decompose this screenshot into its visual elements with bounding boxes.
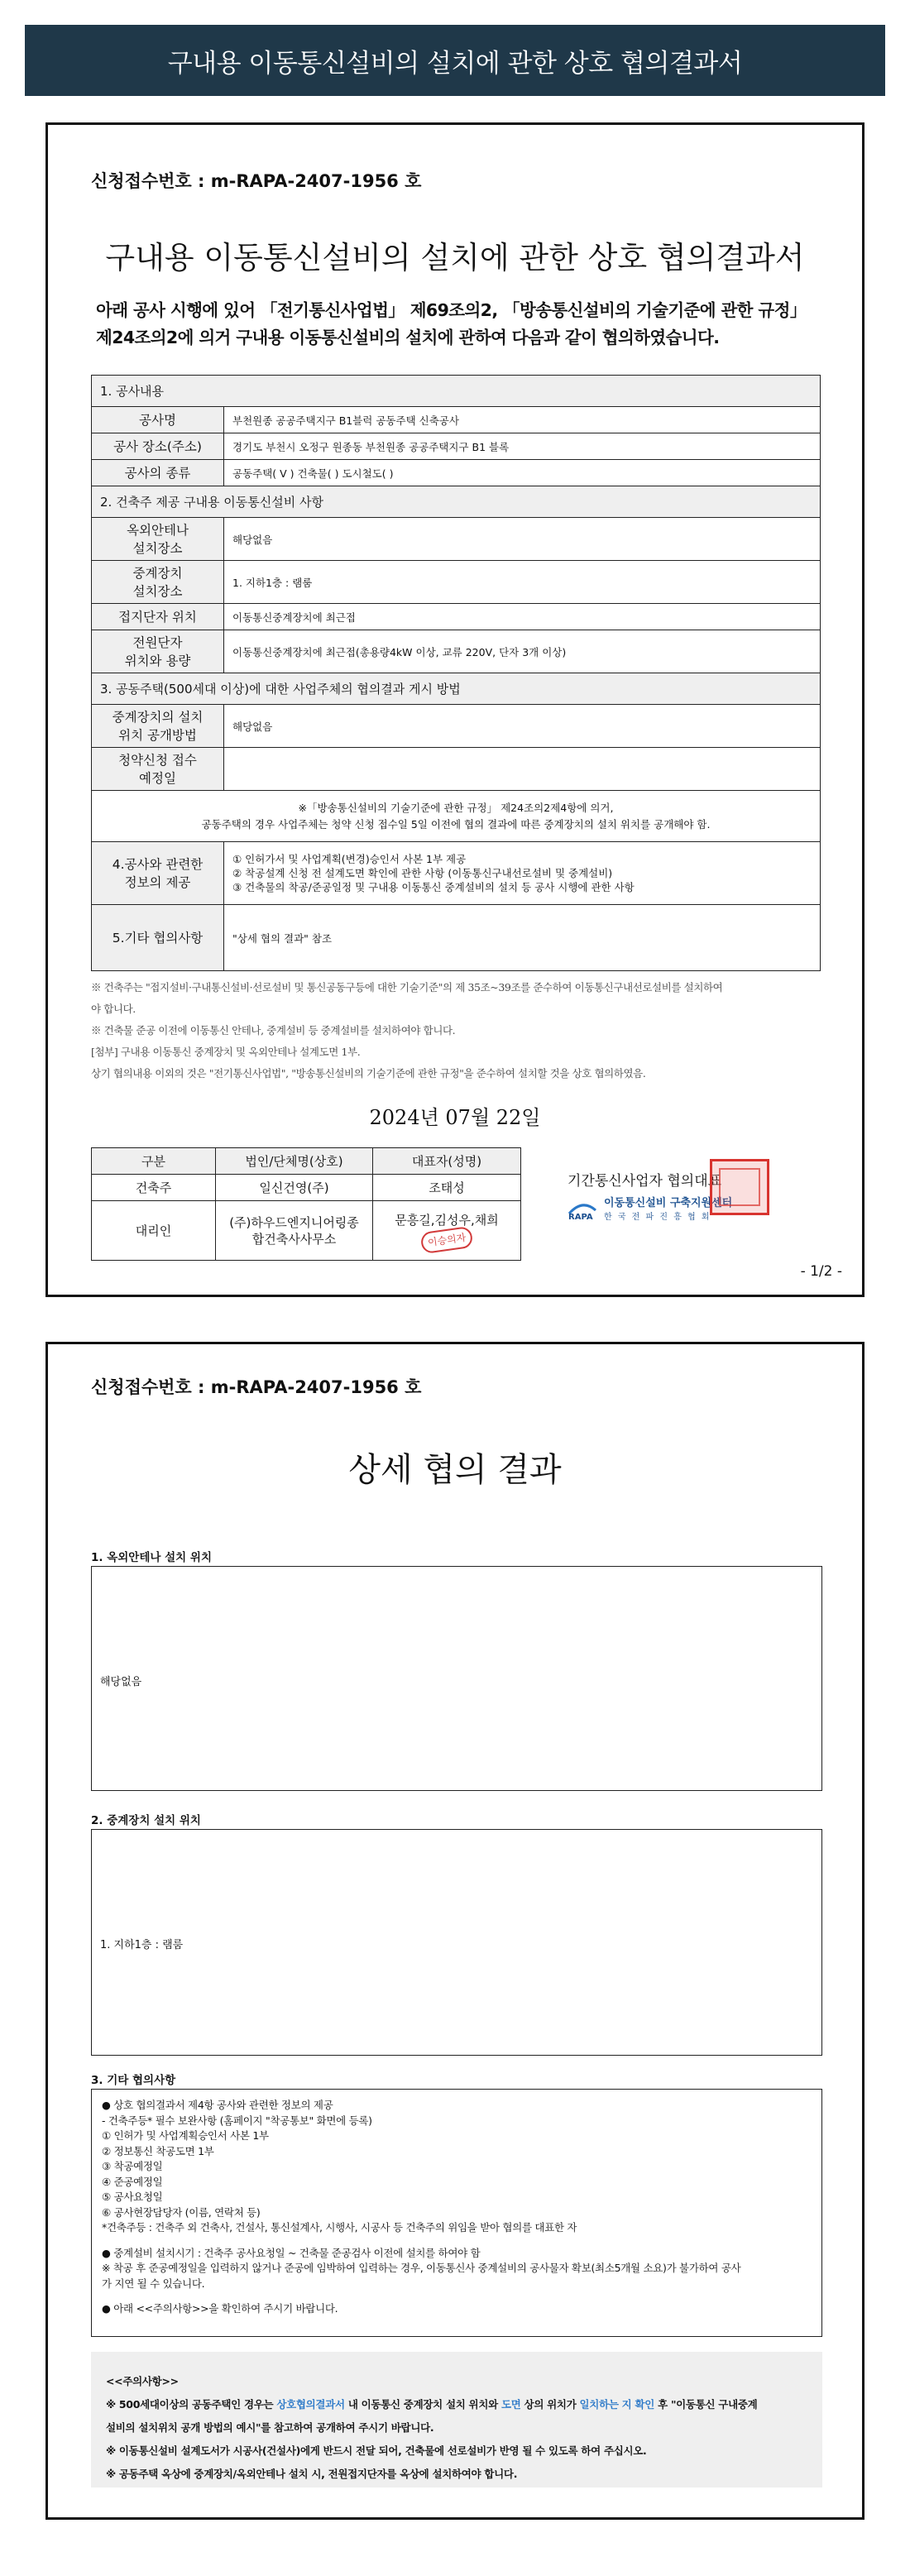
- rapa-emblem-icon: [568, 1199, 597, 1220]
- caution-box: [91, 2352, 822, 2487]
- footnote-line: [첨부] 구내용 이동통신 중계장치 및 옥외안테나 설계도면 1부.: [91, 1046, 361, 1058]
- table-cell: 대리인: [92, 1201, 216, 1261]
- footnote-line: 야 합니다.: [91, 1003, 136, 1015]
- table-cell: 일신건영(주): [216, 1175, 373, 1201]
- other-agreements-box: [91, 2089, 822, 2337]
- agent-stamp: 이승의자: [419, 1225, 473, 1253]
- row-label: 4.공사와 관련한 정보의 제공: [92, 842, 224, 905]
- text-line: ※ 착공 후 준공예정일을 입력하지 않거나 준공에 임박하여 입력하는 경우, 이동통신사 중계설비의 공사물자 확보(최소5개월 소요)가 불가하여 공사: [102, 2262, 741, 2274]
- intro-text: [96, 297, 824, 352]
- text-line: ● 상호 협의결과서 제4항 공사와 관련한 정보의 제공: [102, 2099, 333, 2111]
- text-line: 가 지연 될 수 있습니다.: [102, 2277, 205, 2290]
- intro-line: 제24조의2에 의거 구내용 이동통신설비의 설치에 관하여 다음과 같이 협의하였습니다.: [96, 328, 720, 347]
- page-number: - 1/2 -: [800, 1263, 842, 1280]
- box-value: 해당없음: [100, 1676, 142, 1688]
- row-label: 중계장치 설치장소: [92, 561, 224, 604]
- caution-line: ※ 공동주택 옥상에 중계장치/옥외안테나 설치 시, 전원접지단자를 옥상에 설치하여야 합니다.: [106, 2468, 518, 2480]
- row-value: "상세 협의 결과" 참조: [224, 905, 821, 971]
- official-seal: [710, 1159, 769, 1215]
- caution-line: 설비의 설치위치 공개 방법의 예시"를 참고하여 공개하여 주시기 바랍니다.: [106, 2421, 434, 2434]
- row-value: 이동통신중계장치에 최근접(총용량4kW 이상, 교류 220V, 단자 3개 이상): [224, 630, 821, 673]
- text-line: ④ 준공예정일: [102, 2175, 163, 2188]
- application-number: 신청접수번호 : m-RAPA-2407-1956 호: [91, 1377, 422, 1397]
- rapa-name: 이동통신설비 구축지원센터: [604, 1197, 733, 1209]
- row-label: 공사 장소(주소): [92, 433, 224, 460]
- text-line: ⑤ 공사요청일: [102, 2191, 163, 2203]
- row-value: 이동통신중계장치에 최근접: [224, 604, 821, 630]
- row-value: 공동주택( V ) 건축물( ) 도시철도( ): [224, 460, 821, 486]
- footnotes: [91, 977, 819, 1085]
- text-line: ● 중계설비 설치시기 : 건축주 공사요청일 ~ 건축물 준공검사 이전에 설치를 하여야 함: [102, 2246, 481, 2259]
- intro-line: 아래 공사 시행에 있어 「전기통신사업법」 제69조의2, 「방송통신설비의 기술기준에 관한 규정」: [96, 300, 807, 320]
- row-label: 옥외안테나 설치장소: [92, 518, 224, 561]
- carrier-representative-label: 기간통신사업자 협의대표: [568, 1173, 722, 1190]
- row-label: 5.기타 협의사항: [92, 905, 224, 971]
- column-header: 법인/단체명(상호): [216, 1148, 373, 1175]
- agreement-table: [91, 375, 821, 971]
- document-page-2: [46, 1342, 864, 2520]
- header-bar: [25, 25, 885, 96]
- text-line: ③ 착공예정일: [102, 2160, 163, 2172]
- section-title: 3. 기타 협의사항: [91, 2074, 176, 2087]
- row-label: 접지단자 위치: [92, 604, 224, 630]
- list-item: ① 인허가서 및 사업계획(변경)승인서 사본 1부 제공: [232, 853, 467, 865]
- footnote-line: 상기 협의내용 이외의 것은 "전기통신사업법", "방송통신설비의 기술기준에 관한 규정"을 준수하여 설치할 것을 상호 협의하였음.: [91, 1067, 646, 1080]
- column-header: 대표자(성명): [373, 1148, 521, 1175]
- posting-note: ※「방송통신설비의 기술기준에 관한 규정」 제24조의2제4항에 의거, 공동주택의 경우 사업주체는 청약 신청 접수일 5일 이전에 협의 결과에 따른 중계장치의 설치 위치를 공개해야 함.: [92, 791, 821, 842]
- text-line: ① 인허가 및 사업계획승인서 사본 1부: [102, 2129, 269, 2142]
- text-line: *건축주등 : 건축주 외 건축사, 건설사, 통신설계사, 시행사, 시공사 등 건축주의 위임을 받아 협의를 대표한 자: [102, 2221, 577, 2234]
- column-header: 구분: [92, 1148, 216, 1175]
- list-item: ③ 건축물의 착공/준공일정 및 구내용 이동통신 중계설비의 설치 등 공사 시행에 관한 사항: [232, 881, 635, 893]
- section-title: 2. 중계장치 설치 위치: [91, 1814, 201, 1827]
- rapa-logo: [568, 1197, 732, 1222]
- text-line: ● 아래 <<주의사항>>을 확인하여 주시기 바랍니다.: [102, 2302, 338, 2315]
- row-label: 전원단자 위치와 용량: [92, 630, 224, 673]
- row-value: 1. 지하1층 : 램룸: [224, 561, 821, 604]
- agreement-date: 2024년 07월 22일: [369, 1106, 541, 1129]
- repeater-location-box: [91, 1829, 822, 2056]
- section-heading: 1. 공사내용: [92, 376, 821, 407]
- header-title: 구내용 이동통신설비의 설치에 관한 상호 협의결과서: [167, 48, 743, 79]
- detail-title: 상세 협의 결과: [348, 1451, 562, 1489]
- signature-table: [91, 1147, 521, 1261]
- row-value: [224, 748, 821, 791]
- box-value: 1. 지하1층 : 램룸: [100, 1939, 184, 1951]
- row-label: 공사명: [92, 407, 224, 433]
- text-line: - 건축주등* 필수 보완사항 (홈페이지 "착공통보" 화면에 등록): [102, 2114, 372, 2127]
- table-cell: 조태성: [373, 1175, 521, 1201]
- rapa-subtitle: 한 국 전 파 진 흥 협 회: [604, 1213, 711, 1222]
- row-value: 경기도 부천시 오정구 원종동 부천원종 공공주택지구 B1 블록: [224, 433, 821, 460]
- caution-line: ※ 이동통신설비 설계도서가 시공사(건설사)에게 반드시 전달 되어, 건축물에 선로설비가 반영 될 수 있도록 하여 주십시오.: [106, 2444, 647, 2457]
- table-cell: (주)하우드엔지니어링종 합건축사사무소: [216, 1201, 373, 1261]
- application-number: 신청접수번호 : m-RAPA-2407-1956 호: [91, 171, 422, 191]
- antenna-location-box: [91, 1566, 822, 1791]
- rapa-logo-text: RAPA: [568, 1213, 593, 1220]
- row-label: 중계장치의 설치 위치 공개방법: [92, 705, 224, 748]
- list-item: ② 착공설계 신청 전 설계도면 확인에 관한 사항 (이동통신구내선로설비 및 중계설비): [232, 867, 613, 879]
- footnote-line: ※ 건축주는 "접지설비·구내통신설비·선로설비 및 통신공동구등에 대한 기술기준"의 제 35조~39조를 준수하여 이동통신구내선로설비를 설치하여: [91, 981, 723, 994]
- row-value: 부천원종 공공주택지구 B1블럭 공동주택 신축공사: [224, 407, 821, 433]
- section-heading: 3. 공동주택(500세대 이상)에 대한 사업주체의 협의결과 게시 방법: [92, 673, 821, 705]
- document-page-1: [46, 122, 864, 1297]
- info-provision-list: [224, 842, 821, 905]
- text-line: ⑥ 공사현장담당자 (이름, 연락처 등): [102, 2205, 261, 2219]
- caution-title: <<주의사항>>: [106, 2375, 179, 2387]
- table-cell: 문흥길,김성우,채희 이승의자: [373, 1201, 521, 1261]
- caution-line: ※ 500세대이상의 공동주택인 경우는 상호협의결과서 내 이동통신 중계장치 설치 위치와 도면 상의 위치가 일치하는 지 확인 후 "이동통신 구내중계: [106, 2398, 758, 2411]
- row-label: 공사의 종류: [92, 460, 224, 486]
- row-label: 청약신청 접수 예정일: [92, 748, 224, 791]
- section-heading: 2. 건축주 제공 구내용 이동통신설비 사항: [92, 486, 821, 518]
- row-value: 해당없음: [224, 705, 821, 748]
- section-title: 1. 옥외안테나 설치 위치: [91, 1551, 212, 1564]
- document-title: 구내용 이동통신설비의 설치에 관한 상호 협의결과서: [105, 240, 805, 275]
- text-line: ② 정보통신 착공도면 1부: [102, 2144, 214, 2157]
- table-cell: 건축주: [92, 1175, 216, 1201]
- row-value: 해당없음: [224, 518, 821, 561]
- footnote-line: ※ 건축물 준공 이전에 이동통신 안테나, 중계설비 등 중계설비를 설치하여야 합니다.: [91, 1024, 456, 1037]
